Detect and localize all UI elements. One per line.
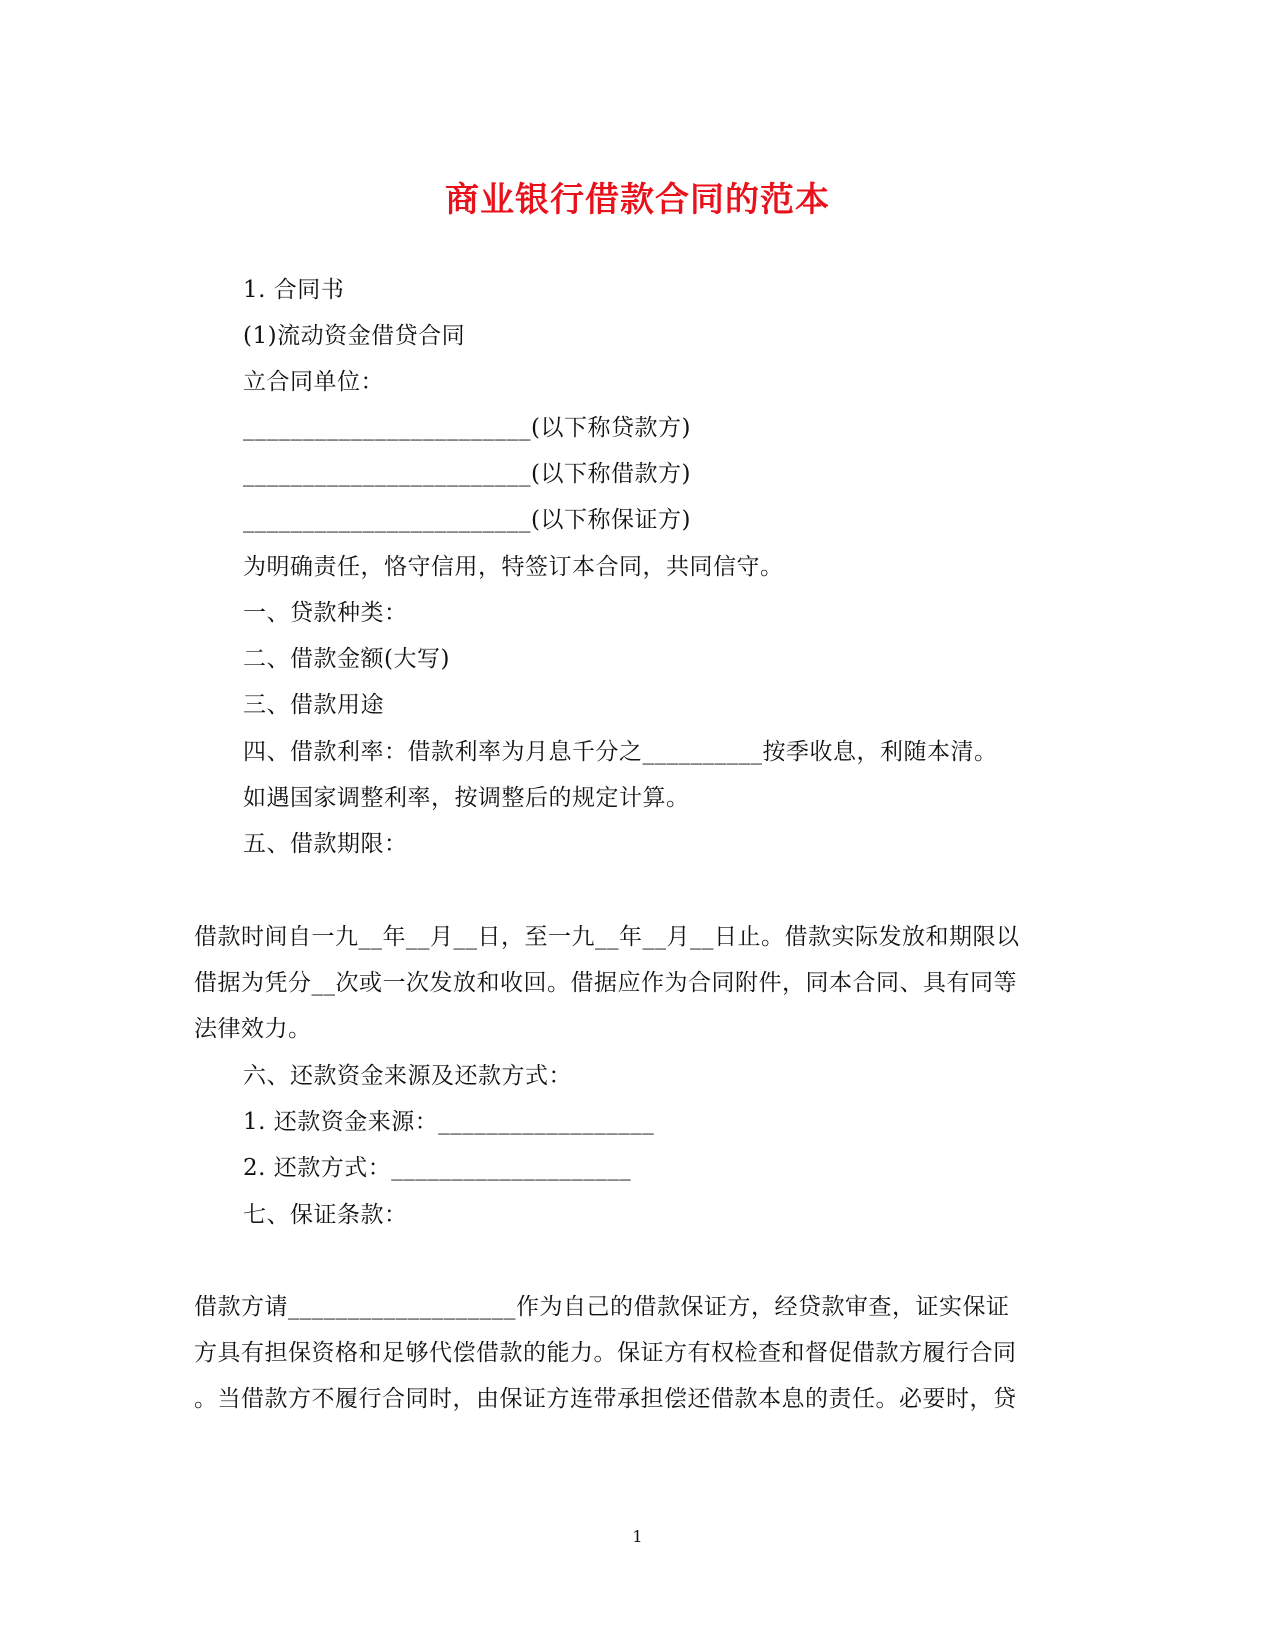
repayment-source-field: 1. 还款资金来源：__________________ [243,1109,655,1135]
paragraph-line: 。当借款方不履行合同时，由保证方连带承担偿还借款本息的责任。必要时，贷 [194,1386,1017,1412]
clause-2-heading: 二、借款金额(大写) [243,646,450,672]
clause-3-heading: 三、借款用途 [243,692,384,718]
paragraph-line: 借款时间自一九__年__月__日，至一九__年__月__日止。借款实际发放和期限以 [194,924,1020,950]
lender-field: ________________________(以下称贷款方) [243,415,691,441]
paragraph-line: 法律效力。 [194,1016,312,1042]
contract-type: (1)流动资金借贷合同 [243,323,466,349]
page-number: 1 [632,1527,643,1546]
clause-4-continuation: 如遇国家调整利率，按调整后的规定计算。 [243,785,690,811]
clause-4-text: 四、借款利率：借款利率为月息千分之__________按季收息，利随本清。 [243,739,998,765]
repayment-method-field: 2. 还款方式：____________________ [243,1155,632,1181]
paragraph-line: 借据为凭分__次或一次发放和收回。借据应作为合同附件，同本合同、具有同等 [194,970,1017,996]
document-title: 商业银行借款合同的范本 [445,180,830,220]
clause-7-heading: 七、保证条款： [243,1202,408,1228]
parties-label: 立合同单位： [243,369,384,395]
paragraph-line: 借款方请___________________作为自己的借款保证方，经贷款审查，证实保证 [194,1294,1010,1320]
clause-5-heading: 五、借款期限： [243,831,408,857]
clause-1-heading: 一、贷款种类： [243,600,408,626]
preamble-text: 为明确责任，恪守信用，特签订本合同，共同信守。 [243,554,784,580]
borrower-field: ________________________(以下称借款方) [243,461,691,487]
paragraph-line: 方具有担保资格和足够代偿借款的能力。保证方有权检查和督促借款方履行合同 [194,1340,1017,1366]
section-heading: 1. 合同书 [243,277,345,303]
clause-6-heading: 六、还款资金来源及还款方式： [243,1063,572,1089]
guarantor-field: ________________________(以下称保证方) [243,507,691,533]
